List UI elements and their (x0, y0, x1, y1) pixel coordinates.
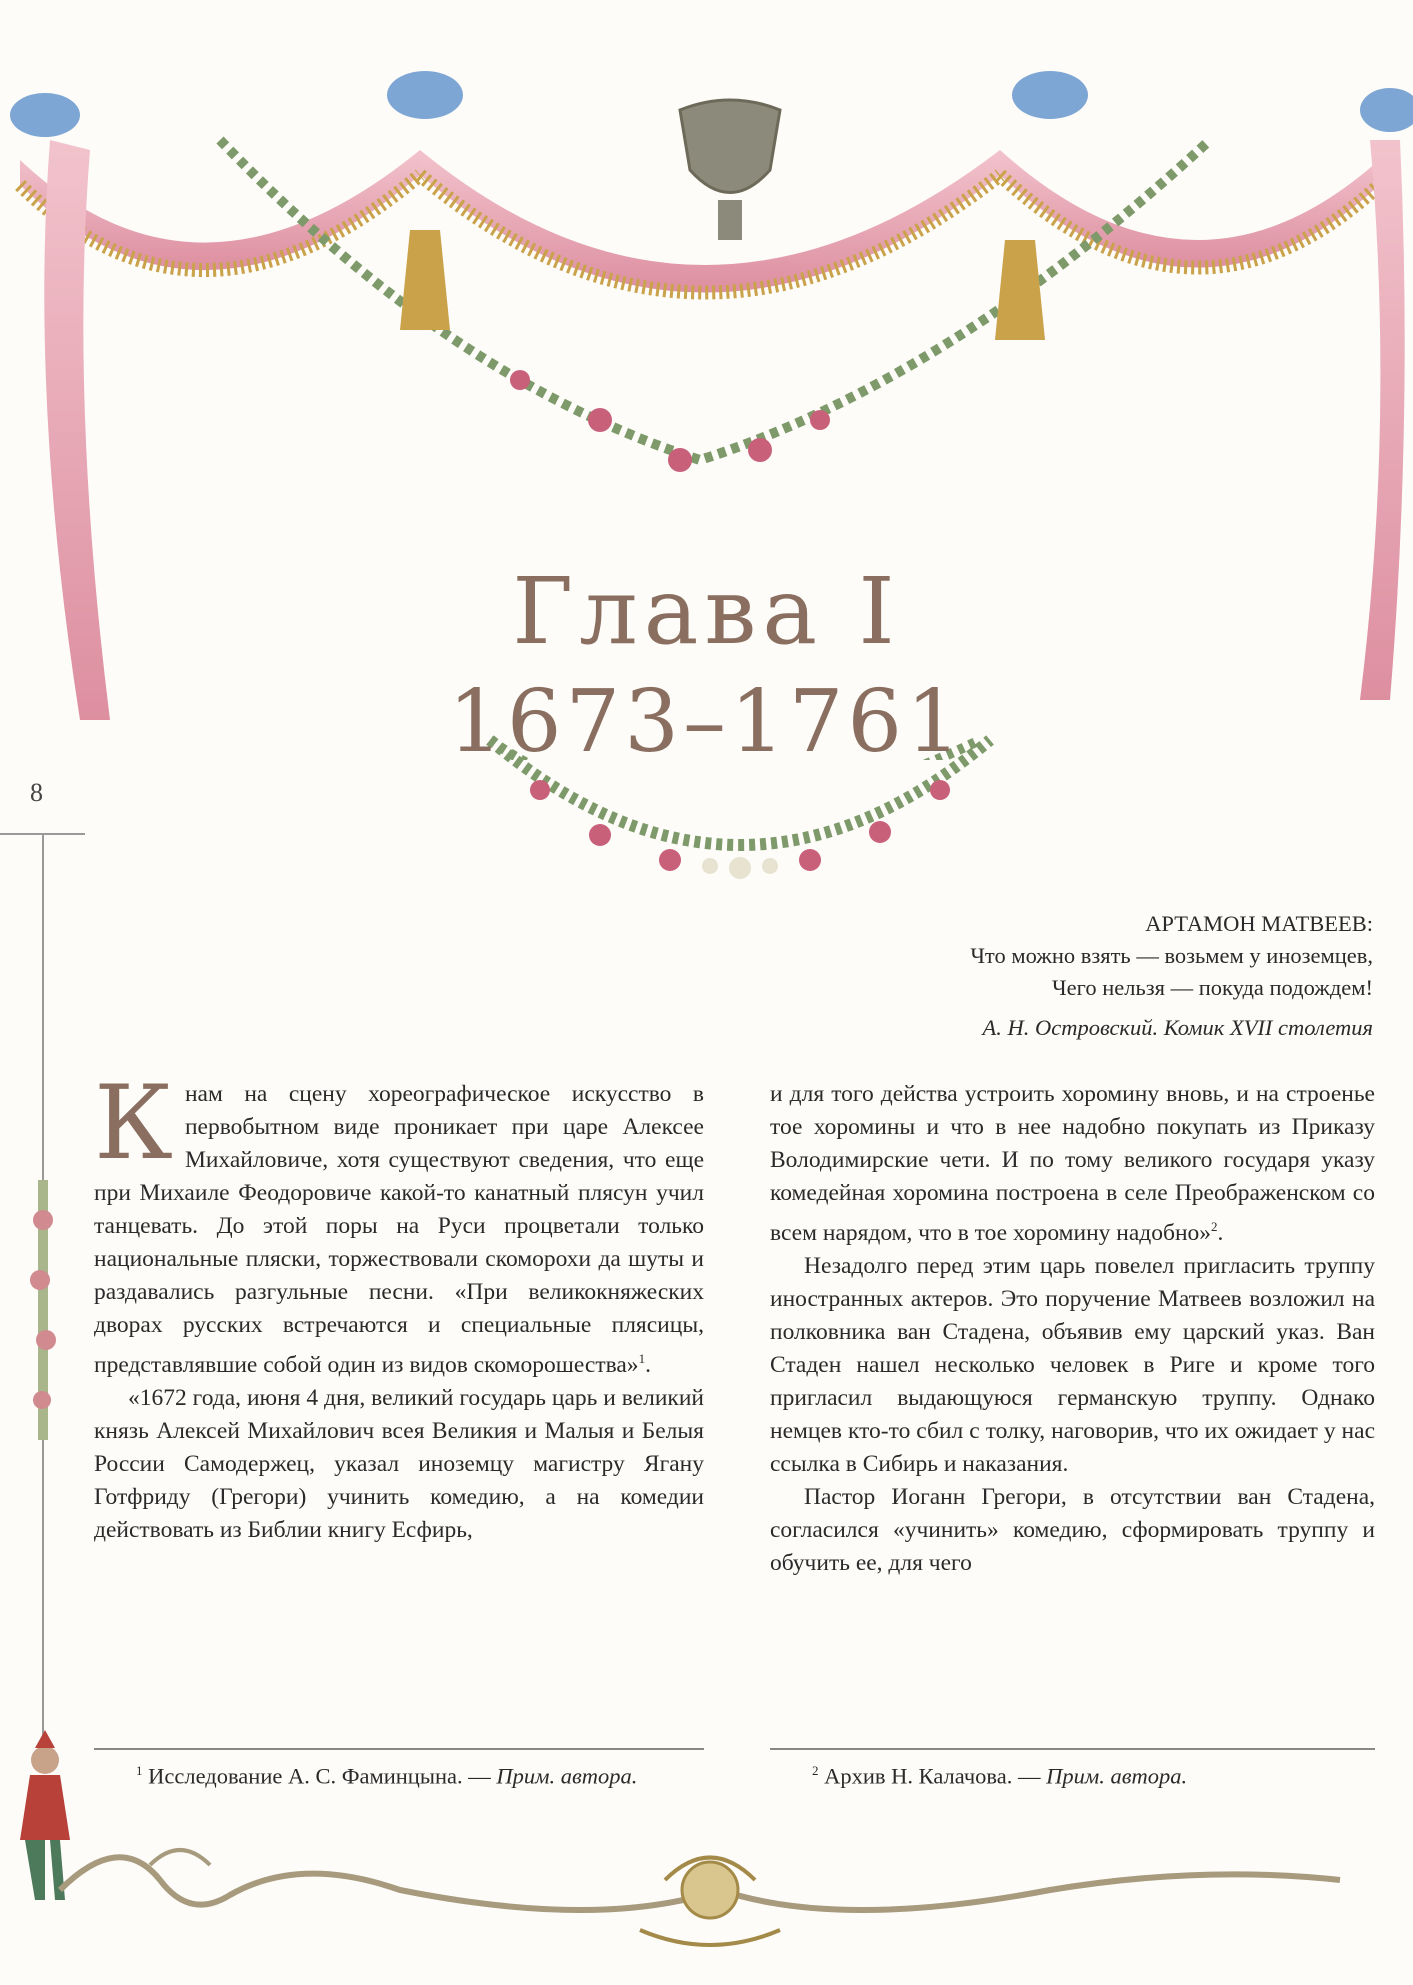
chapter-title: Глава I (512, 558, 901, 665)
footnote-right: $^2$ Архив Н. Калачова. — Прим. автора. (812, 1763, 1188, 1789)
epigraph-line: Что можно взять — возьмем у иноземцев, (970, 943, 1373, 968)
paragraph: Пастор Иоганн Грегори, в отсутствии ван Стадена, согласился «учинить» комедию, сформировать труппу и обучить ее, для чего (770, 1483, 1375, 1576)
side-garland-ornament (18, 1180, 68, 1440)
jester-figure (20, 1730, 70, 1900)
epigraph (613, 908, 1373, 1044)
footnote-left: $^1$ Исследование А. С. Фаминцына. — Прим. автора. (136, 1763, 638, 1789)
paragraph: и для того действа устроить хоромину вновь, и на строенье тое хоромины и что в нее надобно покупать из Приказу Володимирские чети. И по тому великого государя указу комедейная хоромина построена в селе Преображенском со всем нарядом, что в тое хоромину надобно»$^2$. (770, 1081, 1375, 1246)
paragraph: Кнам на сцену хореографическое искусство в первобытном виде проникает при царе Алексее Михайловиче, хотя существуют сведения, что еще при Михаиле Феодоровиче какой-то канатный плясун учил танцевать. До этой поры на Руси процветали только национальные пляски, торжествовали скоморохи да шуты и раздавались разгульные песни. «При великокняжеских дворах русских встречаются и специальные плясицы, представлявшие собой один из видов скоморошества»$^1$. (94, 1064, 704, 1378)
paragraph: Незадолго перед этим царь повелел пригласить труппу иностранных актеров. Это поручение Матвеев возложил на полковника ван Стадена, объявив ему царский указ. Ван Стаден нашел несколько человек в Риге и кроме того пригласил выдающуюся германскую труппу. Однако немцев кто-то сбил с толку, наговорив, что их ожидает у нас ссылка в Сибирь и наказания. (770, 1252, 1375, 1477)
paragraph: «1672 года, июня 4 дня, великий государь царь и великий князь Алексей Михайлович всея Великия и Малыя и Белыя России Самодержец, указал иноземцу магистру Ягану Готфриду (Грегори) учинить комедию, а на комедии действовать из Библии книгу Есфирь, (94, 1384, 704, 1543)
epigraph-source: А. Н. Островский. Комик XVII столетия (982, 1015, 1373, 1040)
chapter-years: 1673–1761 (448, 672, 965, 772)
footnote-ref: 1 (638, 1351, 646, 1366)
footnote-ref: 2 (1211, 1219, 1218, 1234)
page-number: 8 (30, 778, 43, 807)
epigraph-line: Чего нельзя — покуда подождем! (1052, 975, 1373, 1000)
drop-cap: К (94, 1064, 173, 1183)
text-column-left (94, 1064, 704, 1547)
epigraph-speaker: АРТАМОН МАТВЕЕВ: (1145, 911, 1373, 936)
bottom-scroll-ornament (0, 1640, 1413, 1985)
text-column-right (770, 1078, 1375, 1580)
